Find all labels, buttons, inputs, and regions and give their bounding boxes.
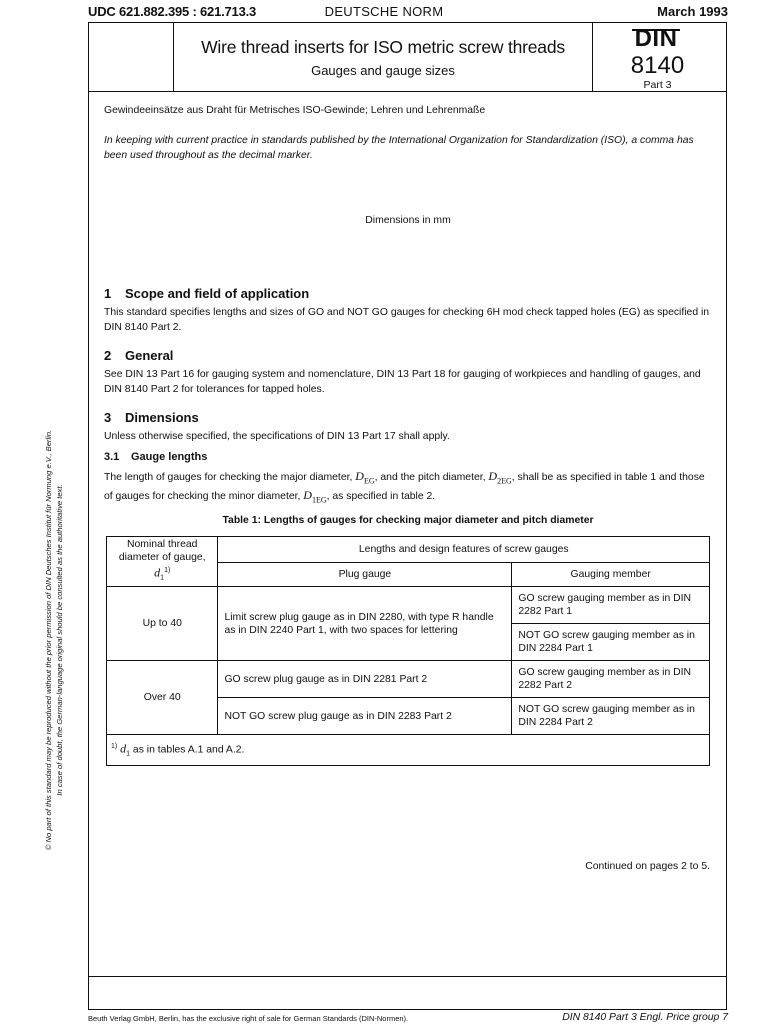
publisher-note: Beuth Verlag GmbH, Berlin, has the exclusive right of sale for German Standards (DIN-Normen). — [88, 1014, 409, 1023]
table-caption: Table 1: Lengths of gauges for checking major diameter and pitch diameter — [222, 515, 594, 526]
cell-plug-notgo: NOT GO screw plug gauge as in DIN 2283 Part 2 — [218, 698, 512, 735]
din-logo: DIN — [634, 25, 678, 52]
page-reference: DIN 8140 Part 3 Engl. Price group 7 — [562, 1012, 728, 1023]
cell-member-go: GO screw gauging member as in DIN 2282 Part 1 — [512, 587, 710, 624]
section-3-1-heading — [104, 451, 207, 463]
section-3-heading — [104, 410, 199, 425]
section-number: 3 — [104, 410, 112, 425]
section-title: Scope and field of application — [125, 286, 310, 301]
text-run: , shall be as specified in table 1 and those of gauges for checking the minor diameter, — [104, 472, 705, 503]
cell-member-go: GO screw gauging member as in DIN 2282 Part 2 — [512, 661, 710, 698]
section-title: Dimensions — [125, 410, 199, 425]
section-3-1-text — [104, 469, 712, 508]
cell-member-notgo: NOT GO screw gauging member as in DIN 2284 Part 1 — [512, 624, 710, 661]
document-title: Wire thread inserts for ISO metric screw threads — [201, 37, 565, 57]
cell-plug: Limit screw plug gauge as in DIN 2280, with type R handle as in DIN 2240 Part 1, with two spaces for lettering — [218, 587, 512, 661]
cell-nominal: Over 40 — [107, 661, 218, 735]
section-number: 1 — [104, 286, 112, 301]
section-2-text: See DIN 13 Part 16 for gauging system and nomenclature, DIN 13 Part 18 for gauging of workpieces and handling of gauges, and DIN 8140 Part 2 for tolerances for tapped holes. — [104, 369, 701, 395]
header-lengths: Lengths and design features of screw gauges — [218, 537, 710, 563]
table-row — [107, 661, 710, 698]
norm-label: DEUTSCHE NORM — [324, 4, 444, 19]
cell-plug-go: GO screw plug gauge as in DIN 2281 Part 2 — [218, 661, 512, 698]
symbol-d-2eg: $D_{2EG}$ — [488, 469, 512, 486]
section-number: 2 — [104, 348, 112, 363]
gauge-length-table — [106, 536, 710, 766]
table-header-row — [107, 537, 710, 563]
issue-date: March 1993 — [657, 4, 728, 19]
document-subtitle: Gauges and gauge sizes — [311, 63, 455, 78]
continued-note: Continued on pages 2 to 5. — [585, 861, 710, 872]
section-3-text: Unless otherwise specified, the specifications of DIN 13 Part 17 shall apply. — [104, 431, 450, 442]
dimensions-note: Dimensions in mm — [365, 215, 451, 226]
udc-code: UDC 621.882.395 : 621.713.3 — [88, 4, 257, 19]
copyright-line-1: © No part of this standard may be reproduced without the prior permission of DIN Deutsches Institut für Normung e.V., Berlin. — [44, 429, 53, 851]
header-vline-right — [592, 22, 593, 92]
cell-nominal: Up to 40 — [107, 587, 218, 661]
text-run: The length of gauges for checking the major diameter, — [104, 472, 356, 483]
section-title: General — [125, 348, 174, 363]
copyright-side-note — [43, 270, 67, 1010]
standard-part: Part 3 — [643, 79, 672, 91]
section-2-heading — [104, 348, 173, 363]
copyright-line-2: In case of doubt, the German-language original should be consulted as the authoritative text. — [55, 484, 64, 796]
section-1-heading — [104, 286, 309, 301]
table-footnote: $^{1)}$ $d_1$ as in tables A.1 and A.2. — [107, 735, 710, 766]
symbol-d-eg: $D_{EG}$ — [355, 469, 375, 486]
header-plug-gauge: Plug gauge — [218, 563, 512, 587]
table-row — [107, 587, 710, 624]
text-run: , as specified in table 2. — [326, 491, 436, 503]
decimal-marker-note: In keeping with current practice in standards published by the International Organization for Standardization (ISO), a comma has been used throughout as the decimal marker. — [104, 135, 694, 161]
standard-number: 8140 — [630, 52, 685, 79]
section-number: 3.1 — [104, 451, 120, 463]
section-1-text: This standard specifies lengths and sizes of GO and NOT GO gauges for checking 6H mod check tapped holes (EG) as specified in DIN 8140 Part 2. — [104, 307, 710, 333]
section-title: Gauge lengths — [131, 451, 208, 463]
text-run: , and the pitch diameter, — [374, 472, 489, 483]
german-title: Gewindeeinsätze aus Draht für Metrisches ISO-Gewinde; Lehren und Lehrenmaße — [104, 105, 486, 116]
footer-divider — [88, 976, 727, 977]
header-nominal: Nominal thread diameter of gauge, $d_1^{1)}$ — [107, 537, 218, 587]
symbol-d-1eg: $D_{1EG}$ — [303, 488, 327, 505]
cell-member-notgo: NOT GO screw gauging member as in DIN 2284 Part 2 — [512, 698, 710, 735]
header-divider — [88, 91, 727, 92]
header-gauging-member: Gauging member — [512, 563, 710, 587]
table-footnote-row — [107, 735, 710, 766]
